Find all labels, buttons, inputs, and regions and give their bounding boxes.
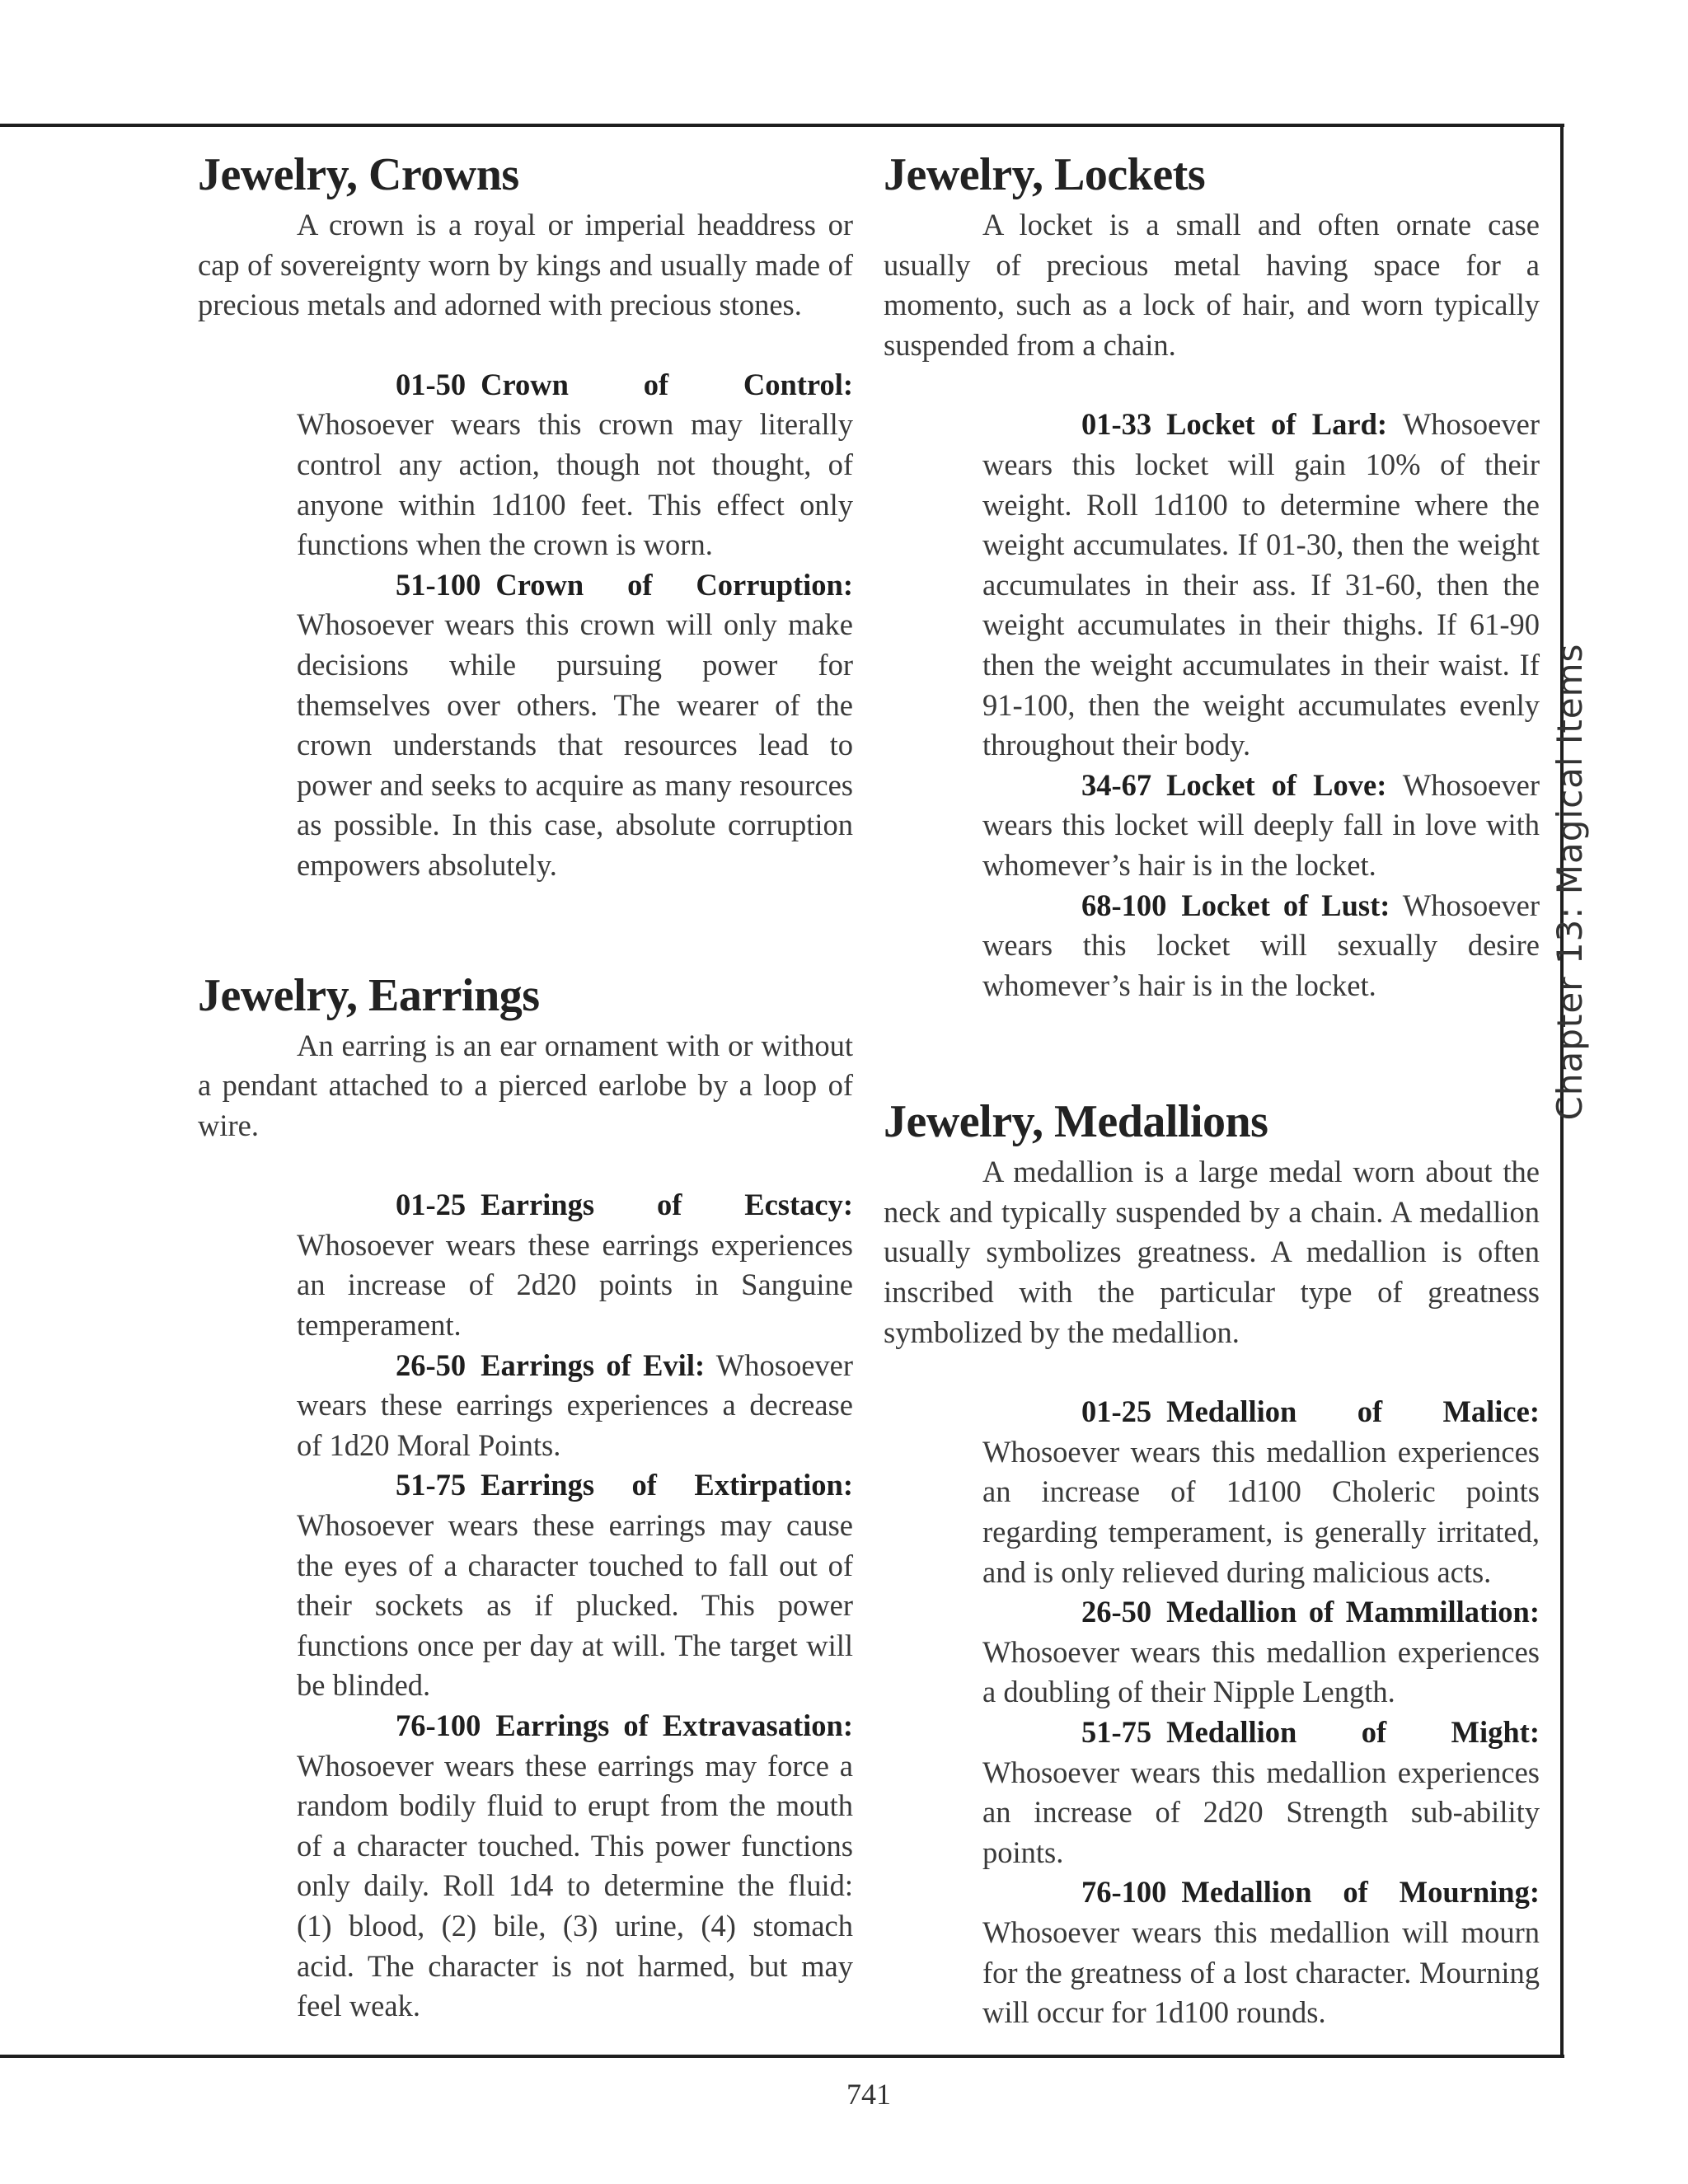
item-name: Earrings of Extirpation: (481, 1468, 853, 1502)
section-title: Jewelry, Lockets (884, 149, 1206, 200)
roll-range: 26-50 (1081, 1595, 1152, 1629)
item-entry (297, 1465, 853, 1706)
item-description: Whosoever wears this crown may literally control any action, though not thought, of anyone within 1d100 feet. This effect only functions when the crown is worn. (297, 407, 853, 562)
item-name: Crown of Corruption: (495, 567, 853, 602)
roll-range: 26-50 (396, 1347, 467, 1382)
section-intro: A locket is a small and often ornate case usually of precious metal having space for a momento, such as a lock of hair, and worn typically suspended from a chain. (884, 208, 1540, 362)
section-spacer (198, 886, 853, 965)
section-title: Jewelry, Medallions (884, 1096, 1268, 1148)
page-frame-bottom-rule (0, 2055, 1564, 2058)
section-title: Jewelry, Crowns (198, 149, 519, 200)
section-medallions (884, 1091, 1540, 2032)
roll-range: 51-100 (396, 567, 481, 602)
item-description: Whosoever wears these earrings may force a random bodily fluid to erupt from the mouth of a character touched. This power functions only daily. Roll 1d4 to determine the fluid: (1) blood, (2) bile, (3) urine, (4) stomach acid. The character is not harmed, but may feel weak. (297, 1748, 853, 2023)
item-description: Whosoever wears this locket will deeply fall in love with whomever’s hair is in the locket. (982, 767, 1540, 882)
item-description: Whosoever wears this crown will only make decisions while pursuing power for themselves over others. The wearer of the crown understands that resources lead to power and seeks to acquire as many resources as possible. In this case, absolute corruption empowers absolutely. (297, 607, 853, 882)
section-spacer (884, 1005, 1540, 1091)
section-crowns (198, 144, 853, 886)
item-entry (297, 1346, 853, 1466)
item-entry (297, 1185, 853, 1345)
roll-range: 01-33 (1081, 407, 1152, 442)
item-entry (982, 1592, 1540, 1713)
item-name: Medallion of Mourning: (1181, 1875, 1540, 1910)
item-entry (297, 1706, 853, 2027)
page-frame-top-rule (0, 124, 1564, 127)
roll-range: 76-100 (1081, 1875, 1167, 1910)
item-entry (297, 565, 853, 886)
section-intro: An earring is an ear ornament with or without a pendant attached to a pierced earlobe by a loop of wire. (198, 1028, 853, 1142)
roll-range: 34-67 (1081, 767, 1152, 802)
item-name: Crown of Control: (481, 367, 853, 401)
chapter-sidebar-label: Chapter 13: Magical Items (1550, 643, 1590, 1121)
item-entry (297, 365, 853, 565)
item-description: Whosoever wears these earrings experiences a decrease of 1d20 Moral Points. (297, 1347, 854, 1462)
item-name: Locket of Love: (1166, 767, 1387, 802)
roll-range: 01-25 (1081, 1394, 1152, 1429)
entry-list (297, 365, 853, 886)
item-description: Whosoever wears this medallion experiences an increase of 1d100 Choleric points regarding temperament, is generally irritated, and is only relieved during malicious acts. (982, 1434, 1540, 1589)
section-lockets (884, 144, 1540, 1005)
page-number: 741 (846, 2078, 891, 2111)
item-entry (982, 1872, 1540, 2032)
item-description: Whosoever wears this medallion experiences a doubling of their Nipple Length. (982, 1634, 1540, 1709)
item-name: Locket of Lard: (1166, 407, 1388, 442)
item-entry (982, 1713, 1540, 1872)
right-column (884, 144, 1540, 2033)
roll-range: 76-100 (396, 1708, 481, 1742)
section-title: Jewelry, Earrings (198, 969, 540, 1021)
left-column (198, 144, 853, 2027)
section-intro: A medallion is a large medal worn about the neck and typically suspended by a chain. A medallion usually symbolizes greatness. A medallion is often inscribed with the particular type of greatness symbolized by the medallion. (884, 1155, 1540, 1349)
section-intro: A crown is a royal or imperial headdress or cap of sovereignty worn by kings and usually made of precious metals and adorned with precious stones. (198, 208, 853, 322)
item-entry (982, 766, 1540, 886)
item-entry (982, 1392, 1540, 1592)
item-description: Whosoever wears this medallion experiences an increase of 2d20 Strength sub-ability points. (982, 1755, 1540, 1869)
item-name: Medallion of Malice: (1166, 1394, 1540, 1429)
item-name: Medallion of Might: (1166, 1715, 1540, 1749)
item-name: Locket of Lust: (1181, 888, 1390, 922)
item-entry (982, 405, 1540, 765)
item-name: Medallion of Mammillation: (1166, 1595, 1540, 1629)
entry-list (297, 1185, 853, 2026)
item-name: Earrings of Ecstacy: (481, 1188, 853, 1222)
item-entry (982, 886, 1540, 1006)
item-description: Whosoever wears this locket will gain 10% of their weight. Roll 1d100 to determine where the weight accumulates. If 01-30, then the weight accumulates in their ass. If 31-60, then the weight accumulates in their thighs. If 61-90 then the weight accumulates in their waist. If 91-100, then the weight accumulates evenly throughout their body. (982, 407, 1540, 762)
section-earrings (198, 965, 853, 2027)
item-description: Whosoever wears these earrings experiences an increase of 2d20 points in Sanguine temperament. (297, 1227, 853, 1343)
roll-range: 68-100 (1081, 888, 1167, 922)
item-name: Earrings of Extravasation: (495, 1708, 853, 1742)
roll-range: 51-75 (1081, 1715, 1152, 1749)
item-description: Whosoever wears these earrings may cause the eyes of a character touched to fall out of their sockets as if plucked. This power functions once per day at will. The target will be blinded. (297, 1508, 853, 1703)
entry-list (982, 1392, 1540, 2033)
item-name: Earrings of Evil: (481, 1347, 706, 1382)
roll-range: 01-50 (396, 367, 467, 401)
roll-range: 51-75 (396, 1468, 467, 1502)
roll-range: 01-25 (396, 1188, 467, 1222)
item-description: Whosoever wears this medallion will mourn for the greatness of a lost character. Mourning will occur for 1d100 rounds. (982, 1915, 1540, 2030)
entry-list (982, 405, 1540, 1005)
item-description: Whosoever wears this locket will sexually desire whomever’s hair is in the locket. (982, 888, 1540, 1002)
